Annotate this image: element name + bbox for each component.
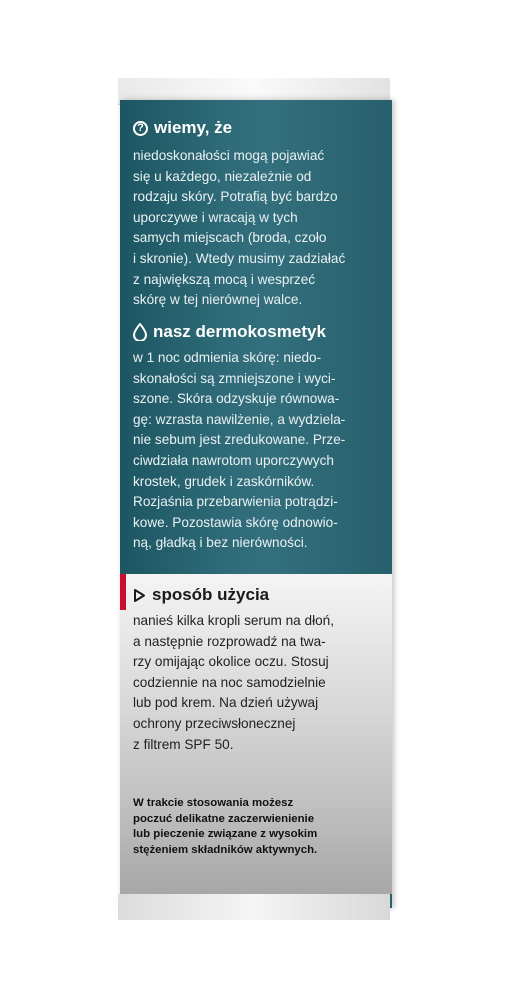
text-line: w 1 noc odmienia skórę: niedo- [133, 350, 322, 365]
text-line: nie sebum jest zredukowane. Prze- [133, 432, 346, 448]
text-line: z największą mocą i wesprzeć [133, 271, 316, 287]
section-sposob-uzycia [133, 585, 383, 755]
section-sposob-text [133, 611, 383, 755]
text-line: uporczywe i wracają w tych [133, 209, 298, 225]
section-dermokosmetyk-text [133, 348, 383, 554]
text-line: szone. Skóra odzyskuje równowa- [133, 391, 340, 407]
text-line: samych miejscach (broda, czoło [133, 230, 327, 246]
droplet-icon [133, 323, 147, 341]
text-line: ciwdziała nawrotom uporczywych [133, 452, 334, 468]
text-line: lub pod krem. Na dzień używaj [133, 695, 319, 711]
text-line: ochrony przeciwsłonecznej [133, 715, 296, 731]
text-line: z filtrem SPF 50. [133, 736, 234, 752]
section-sposob-heading [133, 585, 383, 605]
text-line: codziennie na noc samodzielnie [133, 674, 326, 690]
play-triangle-icon [133, 588, 146, 603]
text-line: rodzaju skóry. Potrafią być bardzo [133, 189, 338, 205]
warning-note [133, 796, 383, 858]
section-sposob-title: sposób użycia [152, 585, 270, 604]
section-dermokosmetyk-heading [133, 322, 383, 342]
text-line: skonałości są zmniejszone i wyci- [133, 370, 336, 386]
text-line: nanieś kilka kropli serum na dłoń, [133, 613, 334, 628]
text-line: się u każdego, niezależnie od [133, 168, 312, 184]
text-line: Rozjaśnia przebarwienia potrądzi- [133, 494, 338, 510]
text-line: rzy omijając okolice oczu. Stosuj [133, 654, 329, 670]
note-line: poczuć delikatne zaczerwienienie [133, 812, 315, 825]
section-wiemy-text [133, 146, 383, 311]
text-line: gę: wzrasta nawilżenie, a wydziela- [133, 411, 346, 427]
text-line: kowe. Pozostawia skórę odnowio- [133, 514, 338, 530]
text-line: a następnie rozprowadź na twa- [133, 633, 326, 649]
note-line: stężeniem składników aktywnych. [133, 843, 318, 856]
section-wiemy-title: wiemy, że [154, 118, 233, 137]
section-dermokosmetyk [133, 322, 383, 554]
text-line: i skronie). Wtedy musimy zadziałać [133, 250, 346, 266]
note-line: W trakcie stosowania możesz [133, 797, 294, 809]
section-wiemy-heading [133, 118, 383, 138]
note-line: lub pieczenie związane z wysokim [133, 828, 318, 840]
question-icon: ? [133, 121, 148, 136]
text-line: skórę w tej nierównej walce. [133, 292, 303, 308]
box-bottom-flap [118, 894, 390, 920]
section-dermokosmetyk-title: nasz dermokosmetyk [153, 322, 326, 341]
text-line: niedoskonałości mogą pojawiać [133, 148, 325, 163]
text-line: krostek, grudek i zaskórników. [133, 473, 315, 489]
section-wiemy [133, 118, 383, 311]
red-accent-bar [120, 574, 126, 610]
text-line: ną, gładką i bez nierówności. [133, 535, 308, 551]
